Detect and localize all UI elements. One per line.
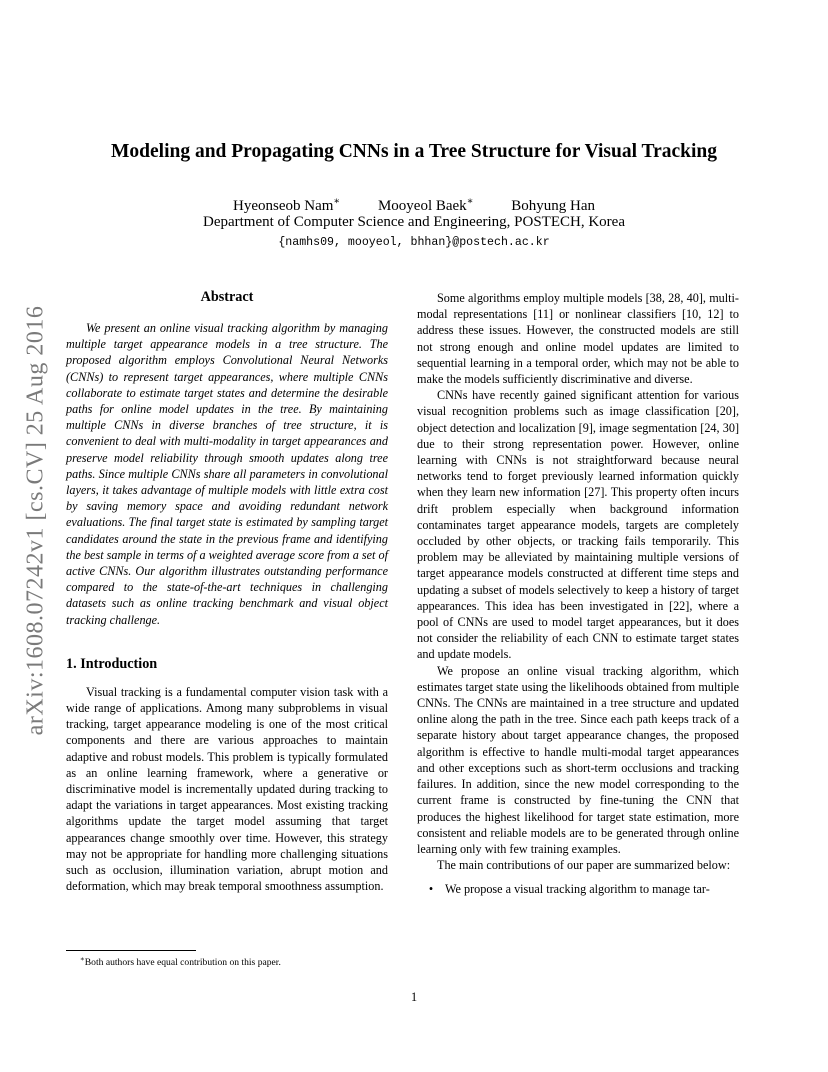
bullet-text: We propose a visual tracking algorithm to manage tar- <box>445 882 710 897</box>
footnote-rule <box>66 950 196 951</box>
abstract-text: We present an online visual tracking algorithm by managing multiple target appearance models in a tree structure. The proposed algorithm employs Convolutional Neural Networks (CNNs) to represent target appearances, where multiple CNNs collaborate to estimate target states and determine the desirable paths for online model updates in the tree. By maintaining multiple CNNs in diverse branches of tree structure, it is convenient to deal with multi-modality in target appearances and preserve model reliability through smooth updates along tree paths. Since multiple CNNs share all parameters in convolutional layers, it takes advantage of multiple models with little extra cost by saving memory space and avoiding redundant network evaluations. The final target state is estimated by sampling target candidates around the state in the previous frame and identifying the best sample in terms of a weighted average score from a set of active CNNs. Our algorithm illustrates outstanding performance compared to the state-of-the-art techniques in challenging datasets such as online tracking benchmark and visual object tracking challenge. <box>66 321 388 627</box>
author: Hyeonseob Nam∗ <box>233 196 341 214</box>
author-footnote-mark: ∗ <box>333 196 341 207</box>
contribution-bullet <box>417 881 739 897</box>
right-column <box>417 290 739 898</box>
footnote-text: Both authors have equal contribution on this paper. <box>84 957 281 969</box>
author: Mooyeol Baek∗ <box>377 196 474 214</box>
author: Bohyung Han <box>511 198 595 214</box>
footnote-mark: ∗ <box>80 955 85 963</box>
intro-paragraph-5: The main contributions of our paper are summarized below: <box>437 858 731 873</box>
bullet-dot-icon: • <box>428 882 434 897</box>
left-column <box>66 288 388 895</box>
author-footnote-mark: ∗ <box>466 196 474 207</box>
arxiv-stamp <box>18 280 54 760</box>
arxiv-identifier: arXiv:1608.07242v1 [cs.CV] 25 Aug 2016 <box>22 305 49 735</box>
affiliation: Department of Computer Science and Engineering, POSTECH, Korea <box>203 214 625 230</box>
author-emails: {namhs09, mooyeol, bhhan}@postech.ac.kr <box>278 236 550 249</box>
section-heading-introduction: 1. Introduction <box>66 655 158 672</box>
abstract-heading: Abstract <box>200 289 254 305</box>
paper-title: Modeling and Propagating CNNs in a Tree Structure for Visual Tracking <box>111 141 717 162</box>
intro-paragraph-2: Some algorithms employ multiple models [38, 28, 40], multi-modal representations [11] or nonlinear classifiers [10, 12] to address these issues. However, the constructed models are still not strong enough and online model updates are limited to sequential learning in a temporal order, which may not be able to make the models sufficiently discriminative and diverse. <box>417 291 739 387</box>
footnote <box>66 953 388 969</box>
intro-paragraph-3: CNNs have recently gained significant attention for various visual recognition problems such as image classification [20], object detection and localization [9], image segmentation [24, 30] due to their strong representation power. However, online learning with CNNs is not straightforward because neural networks tend to forget previously learned information quickly when they learn new information [27]. This property often incurs drift problem especially when background information contaminates target appearance models, targets are completely occluded by other objects, or tracking fails temporarily. This problem may be alleviated by maintaining multiple versions of target appearance models constructed at different time steps and updating a subset of models selectively to keep a history of target appearances. This idea has been investigated in [22], where a pool of CNNs are used to model target appearances, but it does not consider the reliability of each CNN to estimate target states and update models. <box>417 388 739 662</box>
page-number: 1 <box>410 990 418 1004</box>
intro-paragraph-1: Visual tracking is a fundamental computer vision task with a wide range of applications. Among many subproblems in visual tracking, target appearance modeling is one of the most critical components and there are various approaches to maintain adaptive and robust models. This problem is typically formulated as an online learning framework, where a generative or discriminative model is incrementally updated during tracking to adapt the variations in target appearances. Most existing tracking algorithms update the target model assuming that target appearances change smoothly over time. However, this strategy may not be appropriate for handling more challenging situations such as occlusion, illumination variation, abrupt motion and deformation, which may break temporal smoothness assumption. <box>66 684 388 894</box>
intro-paragraph-4: We propose an online visual tracking algorithm, which estimates target state using the likelihoods obtained from multiple CNNs. The CNNs are maintained in a tree structure and updated online along the path in the tree. Since each path keeps track of a separate history about target appearance changes, the proposed algorithm is effective to handle multi-modal target appearances and other exceptions such as short-term occlusions and tracking failures. In addition, since the new model corresponding to the current frame is constructed by fine-tuning the CNN that produces the highest likelihood for target state estimation, more consistent and reliable models are to be generated through online learning only with few training examples. <box>417 663 739 856</box>
author-list <box>60 196 768 215</box>
